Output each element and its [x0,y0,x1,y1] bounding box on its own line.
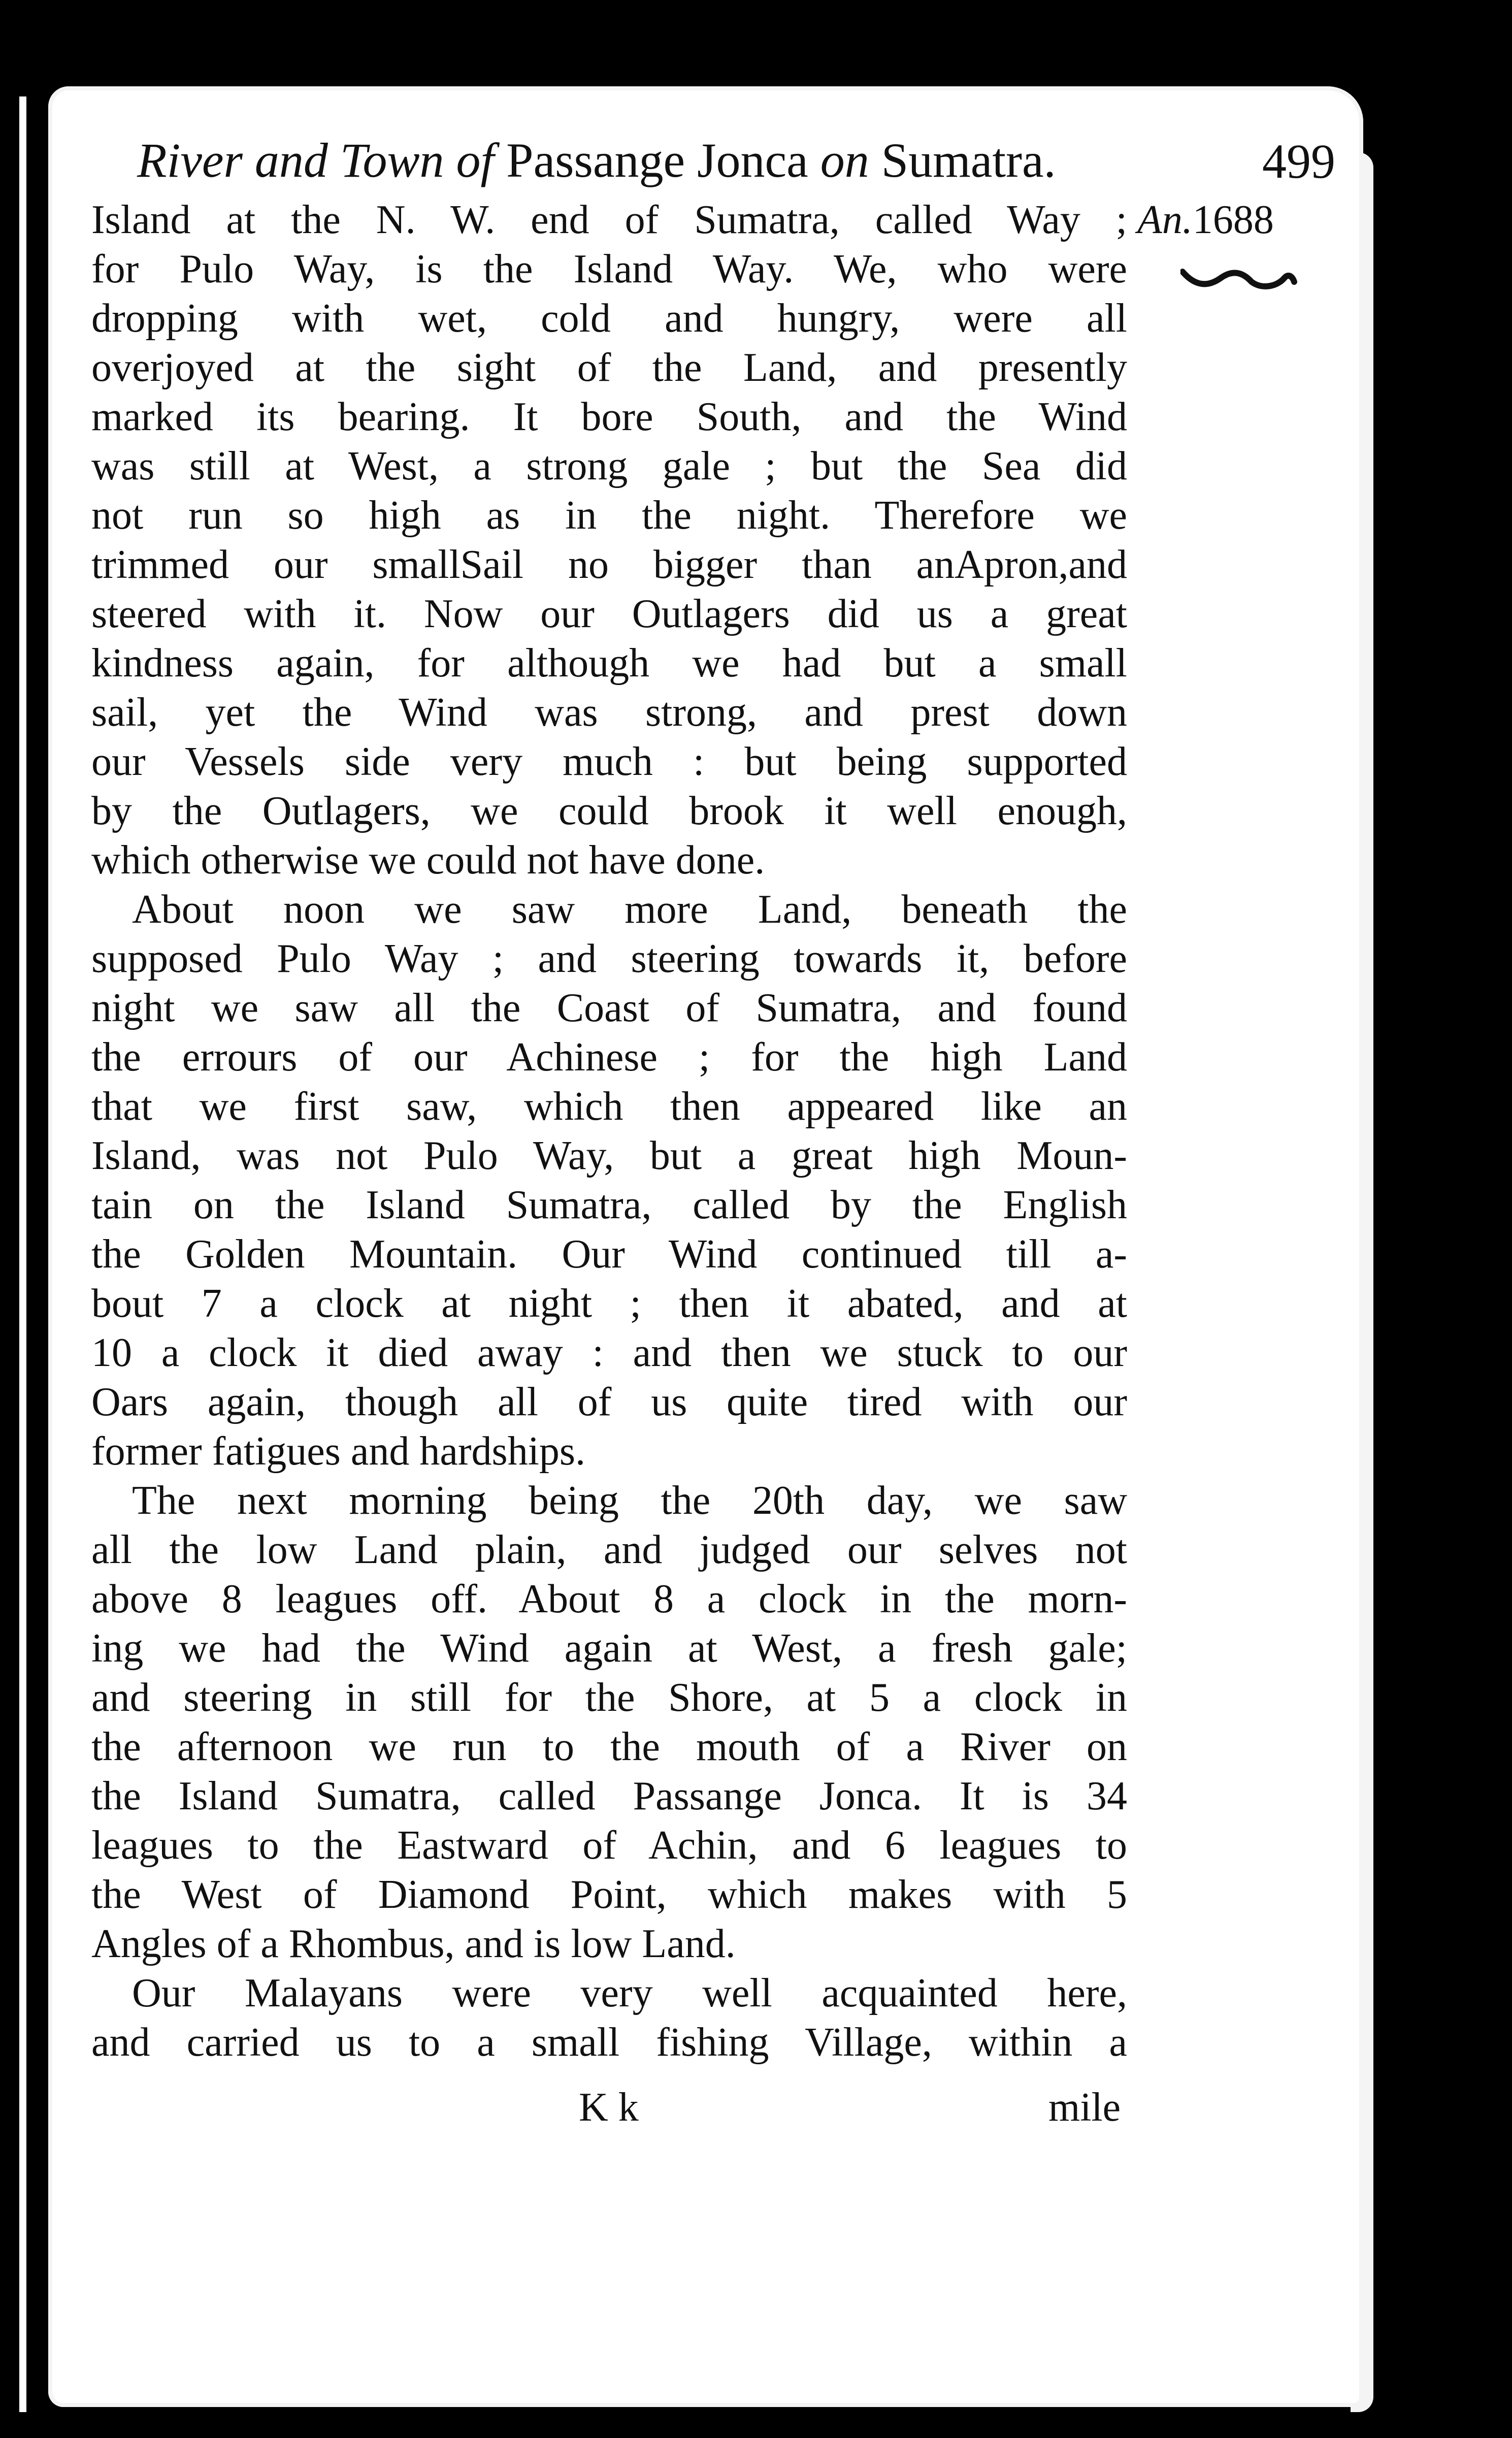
text-line: by the Outlagers, we could brook it well enough, [91,789,1127,833]
text-line: all the low Land plain, and judged our selves not [91,1527,1127,1572]
text-line: ing we had the Wind again at West, a fresh gale; [91,1626,1127,1671]
signature-mark: K k [579,2085,639,2130]
text-line: sail, yet the Wind was strong, and prest down [91,690,1127,735]
text-line: bout 7 a clock at night ; then it abated, and at [91,1281,1127,1326]
text-line: overjoyed at the sight of the Land, and presently [91,345,1127,390]
text-line: night we saw all the Coast of Sumatra, and found [91,986,1127,1030]
text-line: tain on the Island Sumatra, called by the English [91,1183,1127,1227]
text-line: trimmed our smallSail no bigger than anApron,and [91,542,1127,587]
book-spine-edge [19,96,26,2412]
text-line: the afternoon we run to the mouth of a River on [91,1725,1127,1769]
catchword: mile [1048,2085,1121,2130]
text-line: dropping with wet, cold and hungry, were all [91,296,1127,341]
body-text [91,196,1127,2067]
text-line: About noon we saw more Land, beneath the [132,887,1127,932]
margin-year-value: 1688 [1192,198,1274,242]
text-line: for Pulo Way, is the Island Way. We, who were [91,247,1127,291]
running-title-island: Sumatra. [881,133,1056,187]
text-line: former fatigues and hardships. [91,1429,586,1474]
text-line: supposed Pulo Way ; and steering towards it, before [91,936,1127,981]
text-line: the Golden Mountain. Our Wind continued till a- [91,1232,1127,1277]
text-line: leagues to the Eastward of Achin, and 6 leagues to [91,1823,1127,1868]
text-line: and carried us to a small fishing Village, within a [91,2020,1127,2065]
text-line: Island at the N. W. end of Sumatra, called Way ; [91,198,1127,242]
text-line: the West of Diamond Point, which makes with 5 [91,1872,1127,1917]
text-line: was still at West, a strong gale ; but the Sea did [91,444,1127,489]
text-line: the errours of our Achinese ; for the high Land [91,1035,1127,1080]
text-line: 10 a clock it died away : and then we stuck to our [91,1330,1127,1375]
text-line: which otherwise we could not have done. [91,838,765,883]
text-line: that we first saw, which then appeared like an [91,1084,1127,1129]
text-line: The next morning being the 20th day, we saw [132,1478,1127,1523]
running-title [137,132,1056,188]
text-line: marked its bearing. It bore South, and the Wind [91,395,1127,439]
running-title-italic: River and Town of [137,133,495,187]
text-line: not run so high as in the night. Therefore we [91,493,1127,538]
text-line: Angles of a Rhombus, and is low Land. [91,1922,736,1966]
running-title-place: Passange Jonca [506,133,808,187]
text-line: above 8 leagues off. About 8 a clock in the morn- [91,1577,1127,1621]
margin-brace-icon [1180,267,1297,297]
text-line: the Island Sumatra, called Passange Jonca. It is 34 [91,1774,1127,1818]
running-header [137,122,1335,198]
text-line: Island, was not Pulo Way, but a great high Moun- [91,1133,1127,1178]
text-line: steered with it. Now our Outlagers did us a great [91,592,1127,636]
text-line: Oars again, though all of us quite tired with our [91,1380,1127,1424]
text-line: and steering in still for the Shore, at 5 a clock in [91,1675,1127,1720]
margin-year-note [1137,196,1274,245]
margin-year-prefix: An. [1137,198,1193,242]
running-title-on: on [820,133,869,187]
page-number: 499 [1262,134,1335,188]
text-line: Our Malayans were very well acquainted here, [132,1971,1127,2016]
text-line: our Vessels side very much : but being supported [91,739,1127,784]
text-line: kindness again, for although we had but a small [91,641,1127,686]
